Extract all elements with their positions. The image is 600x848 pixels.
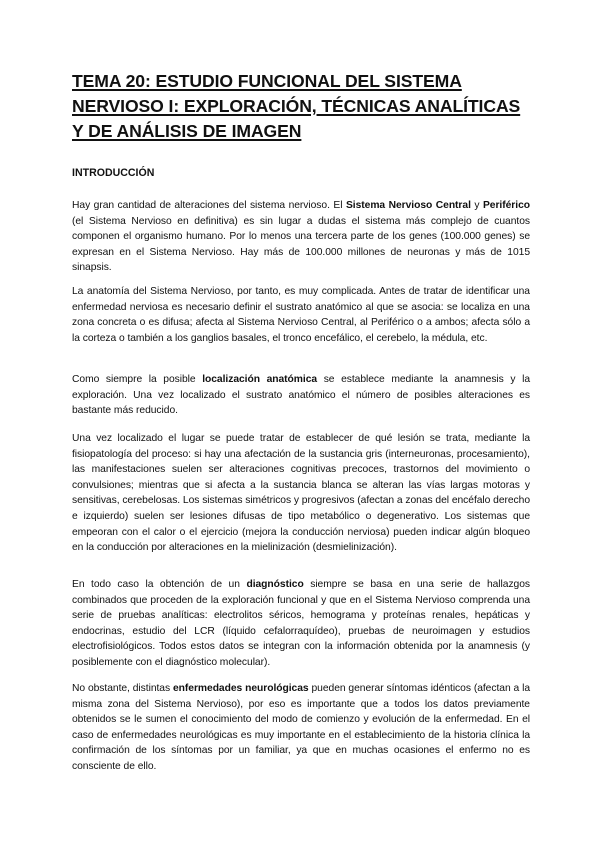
paragraph-text: se establece mediante la anamnesis y la exploración. Una vez localizado el sustrato anatómico el número de posibles alteraciones es bastante más reducido. bbox=[72, 374, 531, 417]
paragraph-3 bbox=[72, 372, 530, 419]
paragraph-text: Una vez localizado el lugar se puede tratar de establecer de qué lesión se trata, mediante la fisiopatología del proceso: si hay una afectación de la sustancia gris (interneuronas, procesamiento), las manifestaciones suelen ser alteraciones cognitivas precoces, trastornos del movimiento o convulsiones; mientras que si afecta a la sustancia blanca se alteran las vías largas motoras y sensitivas, cerebelosas. Los sistemas simétricos y progresivos (afectan a zonas del encéfalo derecho e izquierdo) suelen ser lesiones difusas de tipo metabólico o degenerativo. Los sistemas que empeoran con el calor o el ejercicio (mejora la conducción nerviosa) pueden indicar algún bloqueo en la conducción por alteraciones en la mielinización (desmielinización). bbox=[72, 433, 531, 554]
paragraph-text: pueden generar síntomas idénticos (afectan a la misma zona del Sistema Nervioso), por eso es importante que a todos los datos previamente obtenidos se le sumen el conocimiento del modo de comienzo y evolución de la enfermedad. En el caso de enfermedades neurológicas es muy importante en el establecimiento de la historia clínica la confirmación de los síntomas por un familiar, ya que en muchas ocasiones el enfermo no es consciente de ello. bbox=[72, 683, 530, 772]
paragraph-text: Como siempre la posible bbox=[72, 374, 203, 385]
paragraph-4 bbox=[72, 431, 530, 556]
section-heading-introduccion: INTRODUCCIÓN bbox=[72, 167, 155, 179]
bold-term-enfermedades: enfermedades neurológicas bbox=[172, 683, 309, 694]
paragraph-text: siempre se basa en una serie de hallazgos combinados que proceden de la exploración funcional y que en el Sistema Nervioso comprenda una serie de pruebas analíticas: electrolitos séricos, hemograma y proteínas renales, hepáticas y endocrinas, estudio del LCR (líquido cefalorraquídeo), pruebas de neuroimagen y estudios electrofisiológicos. Todos estos datos se integran con la información obtenida por la anamnesis (y posiblemente con el diagnóstico molecular). bbox=[72, 579, 530, 668]
paragraph-2 bbox=[72, 284, 530, 346]
paragraph-text: En todo caso la obtención de un bbox=[72, 579, 247, 590]
page-title: TEMA 20: ESTUDIO FUNCIONAL DEL SISTEMA NERVIOSO I: EXPLORACIÓN, TÉCNICAS ANALÍTICAS Y DE ANÁLISIS DE IMAGEN bbox=[72, 71, 521, 141]
paragraph-text: La anatomía del Sistema Nervioso, por tanto, es muy complicada. Antes de tratar de identificar una enfermedad nerviosa es necesario definir el sustrato anatómico al que se asocia: se localiza en una zona concreta o es difusa; afecta al Sistema Nervioso Central, al Periférico o a ambos; afecta sólo a la corteza o también a los ganglios basales, el tronco encefálico, el cerebelo, la médula, etc. bbox=[72, 286, 530, 344]
paragraph-1 bbox=[72, 198, 530, 276]
bold-term-localizacion: localización anatómica bbox=[202, 374, 318, 385]
paragraph-text: No obstante, distintas bbox=[72, 683, 173, 694]
paragraph-6 bbox=[72, 681, 530, 775]
paragraph-5 bbox=[72, 577, 530, 671]
paragraph-text: Hay gran cantidad de alteraciones del sistema nervioso. El bbox=[72, 200, 346, 211]
paragraph-text: y bbox=[470, 200, 483, 211]
bold-term-snc: Sistema Nervioso Central bbox=[345, 200, 471, 211]
bold-term-diagnostico: diagnóstico bbox=[246, 579, 304, 590]
bold-term-periferico: Periférico bbox=[482, 200, 530, 211]
paragraph-text: (el Sistema Nervioso en definitiva) es sin lugar a dudas el sistema más complejo de cuantos componen el organismo humano. Por lo menos una tercera parte de los genes (100.000 genes) se expresan en el Sistema Nervioso. Hay más de 100.000 millones de neuronas y más de 1015 sinapsis. bbox=[72, 215, 530, 274]
